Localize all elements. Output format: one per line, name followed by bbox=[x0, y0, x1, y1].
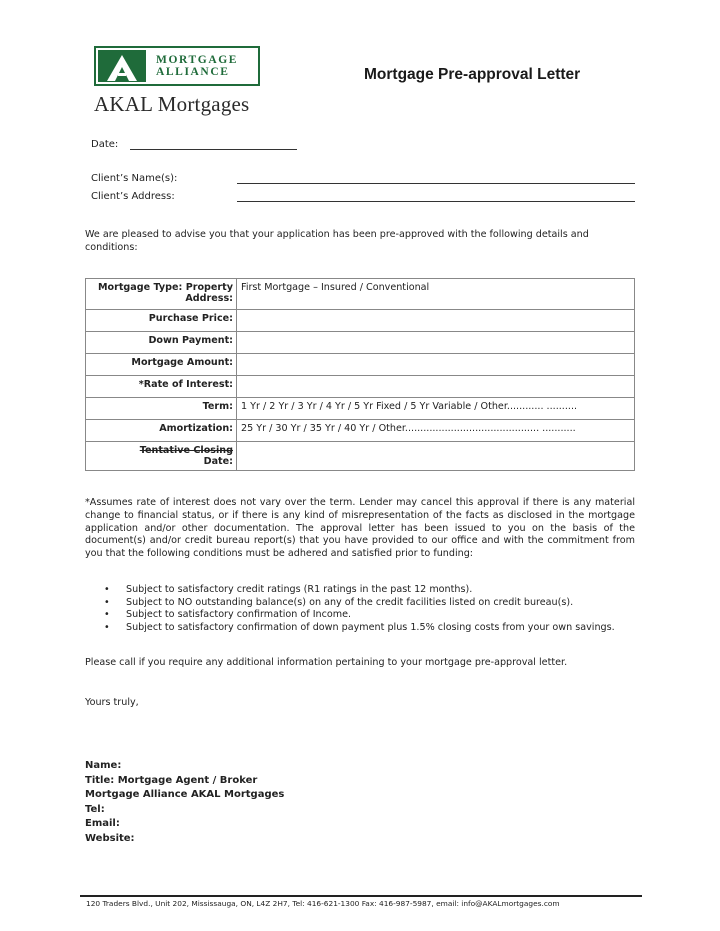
bullet-icon: • bbox=[104, 596, 110, 608]
table-row bbox=[86, 310, 635, 332]
footer-divider bbox=[80, 895, 642, 897]
list-item bbox=[100, 622, 630, 635]
company-logo bbox=[94, 46, 260, 117]
yours-truly: Yours truly, bbox=[85, 697, 139, 708]
condition-text: Subject to NO outstanding balance(s) on any of the credit facilities listed on credit bureau(s). bbox=[126, 596, 574, 608]
signature-title: Title: Mortgage Agent / Broker bbox=[85, 774, 258, 786]
logo-line-1: MORTGAGE bbox=[156, 54, 239, 66]
list-item bbox=[100, 584, 630, 597]
footer-contact: 120 Traders Blvd., Unit 202, Mississauga, ON, L4Z 2H7, Tel: 416-621-1300 Fax: 416-987-5987, email: info@AKALmortgages.com bbox=[86, 899, 560, 908]
mortgage-amount-value[interactable] bbox=[237, 354, 635, 376]
signature-website: Website: bbox=[85, 832, 135, 844]
rate-of-interest-label: *Rate of Interest: bbox=[86, 376, 237, 398]
table-row bbox=[86, 376, 635, 398]
logo-badge bbox=[94, 46, 260, 86]
purchase-price-label: Purchase Price: bbox=[86, 310, 237, 332]
logo-line-2: ALLIANCE bbox=[156, 66, 230, 78]
house-a-icon bbox=[98, 50, 146, 82]
conditions-list bbox=[100, 584, 630, 634]
assumption-paragraph: *Assumes rate of interest does not vary over the term. Lender may cancel this approval if there is any material change to financial status, or if there is any kind of misrepresentation of the facts as disclosed in the mortgage application and/or other documentation. The approval letter has been issued to you on the basis of the document(s) and/or credit bureau report(s) that you have provided to our office and with the commitment from you that the following conditions must be adhered and satisfied prior to funding: bbox=[85, 497, 635, 560]
bullet-icon: • bbox=[104, 584, 110, 595]
bullet-icon: • bbox=[104, 609, 110, 621]
signature-block bbox=[85, 759, 284, 847]
mortgage-amount-label: Mortgage Amount: bbox=[86, 354, 237, 376]
logo-wordmark bbox=[156, 54, 238, 78]
signature-name: Name: bbox=[85, 760, 122, 771]
logo-subtitle: AKAL Mortgages bbox=[94, 92, 250, 116]
table-row bbox=[86, 279, 635, 310]
table-row bbox=[86, 398, 635, 420]
client-address-field[interactable] bbox=[237, 201, 635, 202]
intro-paragraph: We are pleased to advise you that your application has been pre-approved with the following details and conditions: bbox=[85, 229, 589, 253]
client-address-label: Client’s Address: bbox=[91, 191, 175, 202]
list-item bbox=[100, 609, 630, 622]
date-field[interactable] bbox=[130, 149, 297, 150]
date-label: Date: bbox=[91, 139, 119, 150]
amortization-value[interactable]: 25 Yr / 30 Yr / 35 Yr / 40 Yr / Other............................................ ........... bbox=[237, 420, 635, 442]
closing-date-value[interactable] bbox=[237, 442, 635, 471]
mortgage-type-value[interactable]: First Mortgage – Insured / Conventional bbox=[237, 279, 635, 310]
mortgage-type-label: Mortgage Type: Property Address: bbox=[86, 279, 237, 310]
purchase-price-value[interactable] bbox=[237, 310, 635, 332]
amortization-label: Amortization: bbox=[86, 420, 237, 442]
table-row bbox=[86, 420, 635, 442]
condition-text: Subject to satisfactory credit ratings (R1 ratings in the past 12 months). bbox=[126, 584, 473, 595]
signature-company: Mortgage Alliance AKAL Mortgages bbox=[85, 789, 285, 801]
term-label: Term: bbox=[86, 398, 237, 420]
closing-note: Please call if you require any additional information pertaining to your mortgage pre-approval letter. bbox=[85, 657, 568, 668]
closing-date-label: Tentative Closing Date: bbox=[86, 442, 237, 471]
signature-email: Email: bbox=[85, 818, 120, 830]
table-row bbox=[86, 332, 635, 354]
client-name-label: Client’s Name(s): bbox=[91, 173, 178, 184]
approval-details-table bbox=[85, 278, 635, 471]
document-title: Mortgage Pre-approval Letter bbox=[364, 66, 581, 83]
list-item bbox=[100, 597, 630, 610]
condition-text: Subject to satisfactory confirmation of down payment plus 1.5% closing costs from your own savings. bbox=[126, 621, 615, 633]
condition-text: Subject to satisfactory confirmation of Income. bbox=[126, 609, 352, 621]
table-row bbox=[86, 354, 635, 376]
term-value[interactable]: 1 Yr / 2 Yr / 3 Yr / 4 Yr / 5 Yr Fixed / 5 Yr Variable / Other............ .......... bbox=[237, 398, 635, 420]
rate-of-interest-value[interactable] bbox=[237, 376, 635, 398]
bullet-icon: • bbox=[104, 621, 110, 633]
down-payment-value[interactable] bbox=[237, 332, 635, 354]
client-name-field[interactable] bbox=[237, 183, 635, 184]
signature-tel: Tel: bbox=[85, 803, 105, 815]
down-payment-label: Down Payment: bbox=[86, 332, 237, 354]
table-row bbox=[86, 442, 635, 471]
